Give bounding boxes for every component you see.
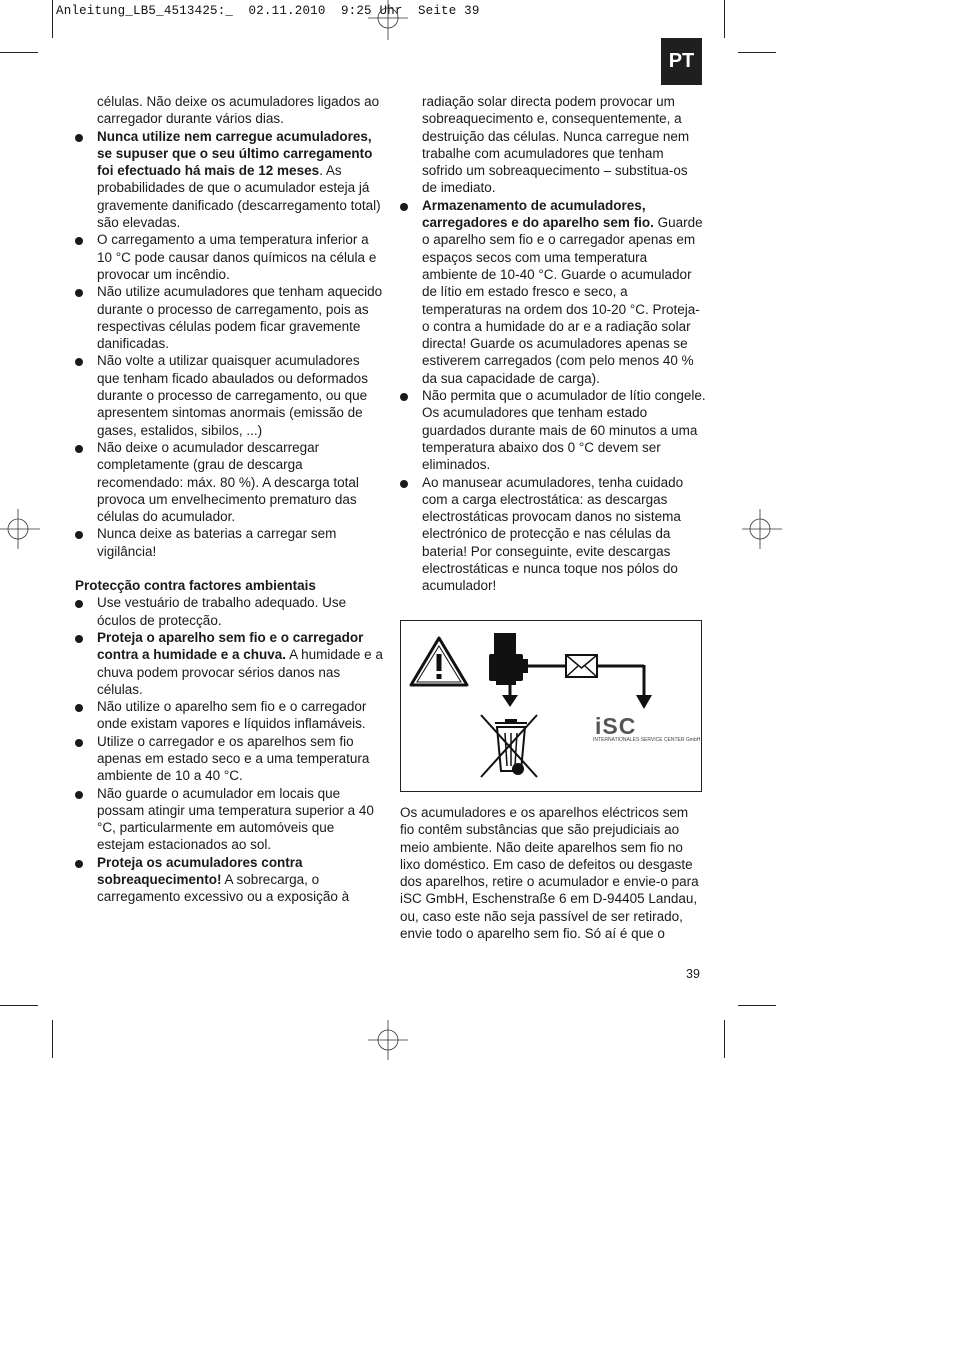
page-number: 39 [686,967,700,981]
bullet-text: Não utilize acumuladores que tenham aquecido durante o processo de carregamento, pois as respectivas células podem ficar gravemente danificadas. [97,284,383,352]
bullet-text: O carregamento a uma temperatura inferior a 10 °C pode causar danos químicos na célula e provocar um incêndio. [97,232,377,282]
list-item [75,629,383,698]
crop-mark [0,52,38,53]
closing-paragraph: Os acumuladores e os aparelhos eléctricos sem fio contêm substâncias que são prejudiciais ao meio ambiente. Não deite aparelhos sem fio no lixo doméstico. Em caso de defeitos ou desgaste dos aparelhos, retire o acumulador e envie-o para iSC GmbH, Eschenstraße 6 em D-94405 Landau, ou, caso este não seja passível de ser retirado, envie todo o aparelho sem fio. Só aí é que o [400,805,699,942]
bullet-bold-text: Armazenamento de acumuladores, carregadores e do aparelho sem fio. [422,197,654,231]
bullet-icon [75,704,83,712]
list-item [75,698,383,733]
bullet-text: Guarde o aparelho sem fio e o carregador apenas em espaços secos com uma temperatura ambiente de 10-40 °C. Guarde o acumulador de lítio em estado fresco e seco, a temperaturas na ordem dos 10-20 °C. Proteja-o contra a humidade do ar e a radiação solar directa! Guarde os acumuladores apenas se estiverem carregados (com pelo menos 40 % da sua capacidade de carga). [422,215,703,386]
closing-block [400,804,706,942]
bullet-icon [75,531,83,539]
bullet-icon [75,237,83,245]
crop-mark [724,1020,725,1058]
bullet-icon [75,739,83,747]
svg-text:iSC: iSC [595,713,637,739]
list-item [75,785,383,854]
list-item [75,439,383,525]
bullet-icon [75,358,83,366]
bullet-text: Não guarde o acumulador em locais que possam atingir uma temperatura superior a 40 °C, particularmente em automóveis que estejam estacionados ao sol. [97,785,374,853]
right-column [400,93,706,595]
bullet-text: A sobrecarga, o carregamento excessivo ou a exposição à [97,872,350,905]
bullet-icon [75,635,83,643]
bullet-bold-text: Nunca utilize nem carregue acumuladores, se supuser que o seu último carregamento foi efectuado há mais de 12 meses [97,128,373,179]
bullet-text: Nunca deixe as baterias a carregar sem vigilância! [97,526,337,559]
bullet-icon [400,393,408,401]
bullet-icon [75,791,83,799]
list-item [75,594,383,629]
list-item [75,352,383,438]
crop-mark [738,52,776,53]
bullet-text: Utilize o carregador e os aparelhos sem fio apenas em estado seco e a uma temperatura ambiente de 10 a 40 °C. [97,733,370,784]
left-column [75,93,383,906]
bullet-icon [75,445,83,453]
bullet-icon [75,134,83,142]
bullet-icon [75,860,83,868]
bullet-text: Use vestuário de trabalho adequado. Use óculos de protecção. [97,595,347,628]
bullet-icon [75,289,83,297]
crossed-out-bin-icon [481,715,537,777]
registration-mark-left-icon [0,509,40,549]
warning-icon [411,638,467,685]
list-item [75,854,383,906]
list-item [75,128,383,232]
svg-text:INTERNATIONALES SERVICE CENTER: INTERNATIONALES SERVICE CENTER GmbH [593,737,701,743]
envelope-icon [566,655,597,677]
registration-mark-top-icon [368,0,408,40]
language-badge: PT [661,38,702,85]
crop-mark [738,1005,776,1006]
bullet-bold-text: Proteja os acumuladores contra sobreaquecimento! [97,854,303,888]
bullet-bold-text: Proteja o aparelho sem fio e o carregador contra a humidade e a chuva. [97,629,364,663]
disposal-figure [400,620,702,792]
registration-mark-bottom-icon [368,1020,408,1060]
bullet-text: A humidade e a chuva podem provocar sérios danos nas células. [97,647,383,697]
list-item [400,387,706,473]
bullet-text: Não utilize o aparelho sem fio e o carregador onde existam vapores e líquidos inflamáveis. [97,699,367,732]
bullet-icon [400,480,408,488]
crop-mark [0,1005,38,1006]
right-intro: radiação solar directa podem provocar um sobreaquecimento e, consequentemente, a destruição das células. Nunca carregue nem trabalhe com acumuladores que tenham sofrido um sobreaquecimento – substitua-os de imediato. [422,94,690,196]
print-header: Anleitung_LB5_4513425:_ 02.11.2010 9:25 Uhr Seite 39 [56,4,480,18]
bullet-text: . As probabilidades de que o acumulador esteja já gravemente danificado (descarregamento total) são elevadas. [97,163,381,231]
bullet-text: Não permita que o acumulador de lítio congele. Os acumuladores que tenham estado guardados durante mais de 60 minutos a uma temperatura abaixo dos 0 °C devem ser eliminados. [422,388,706,473]
list-item [400,474,706,595]
bullet-icon [400,203,408,211]
bullet-text: Ao manusear acumuladores, tenha cuidado com a carga electrostática: as descargas electrostáticas provocam danos no sistema electrónico de protecção e nas células da bateria! Por conseguinte, evite descargas electrostáticas e nunca toque nos pólos do acumulador! [422,474,684,594]
isc-logo [593,713,701,743]
crop-mark [52,1020,53,1058]
left-intro: células. Não deixe os acumuladores ligados ao carregador durante vários dias. [97,94,380,127]
bullet-icon [75,600,83,608]
battery-pack-icon [489,633,528,685]
crop-mark [52,0,53,38]
registration-mark-right-icon [742,509,782,549]
bullet-text: Não volte a utilizar quaisquer acumuladores que tenham ficado abaulados ou deformados durante o processo de carregamento, ou que apresentem sintomas anormais (emissão de gases, estalidos, sibilos, ...) [97,353,368,438]
section-heading: Protecção contra factores ambientais [75,578,316,594]
list-item [75,231,383,283]
bullet-text: Não deixe o acumulador descarregar completamente (grau de descarga recomendado: máx. 80 %). A descarga total provoca um envelhecimento prematuro das células do acumulador. [97,439,359,525]
list-item [75,733,383,785]
disposal-diagram [401,621,701,791]
list-item [75,283,383,352]
list-item [400,197,706,387]
list-item [75,525,383,560]
crop-mark [724,0,725,38]
